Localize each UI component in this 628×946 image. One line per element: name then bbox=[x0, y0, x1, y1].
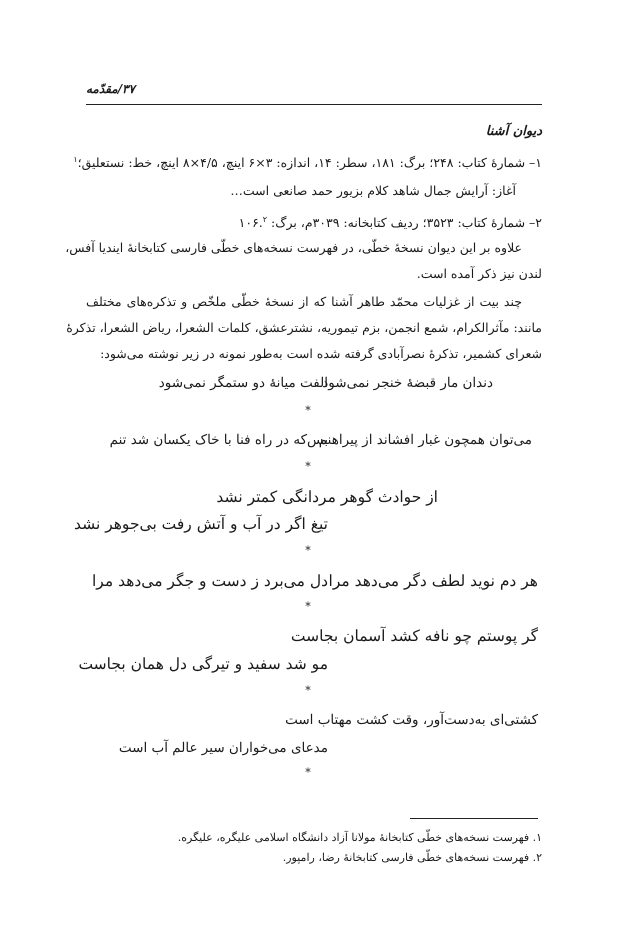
footnote-divider bbox=[410, 818, 538, 819]
footnote-1: ۱. فهرست نسخه‌های خطّی کتابخانۀ مولانا آزاد دانشگاه اسلامی علیگره، علیگره. bbox=[177, 831, 542, 844]
verse-3-hemistich-a: از حوادث گوهر مردانگی کمتر نشد bbox=[216, 488, 438, 506]
verse-4-hemistich-b: دل می‌برد ز دست و جگر می‌دهد مرا bbox=[91, 572, 328, 590]
manuscript-1-entry bbox=[73, 150, 542, 173]
page-number: ۳۷/مقدّمه bbox=[86, 82, 135, 96]
verse-5-hemistich-b: مو شد سفید و تیرگی دل همان بجاست bbox=[78, 655, 328, 673]
running-header bbox=[86, 80, 542, 105]
verse-separator: * bbox=[305, 460, 311, 473]
verse-6-hemistich-b: مدعای می‌خواران سیر عالم آب است bbox=[118, 740, 328, 756]
manuscript-1-incipit: آغاز: آرایش جمال شاهد کلام بزیور حمد صانعی است… bbox=[230, 183, 516, 198]
verse-separator: * bbox=[305, 684, 311, 697]
verse-1-hemistich-a: الفت میانۀ دو ستمگر نمی‌شود bbox=[158, 375, 328, 391]
verse-separator: * bbox=[305, 600, 311, 613]
paragraph-2-line-2: مانند: مآثرالکرام، شمع انجمن، بزم تیموریه، نشترعشق، کلمات الشعرا، ریاض الشعرا، تذکرۀ bbox=[66, 320, 542, 335]
manuscript-2-entry bbox=[86, 210, 542, 233]
verse-2-hemistich-a: بس‌که در راه فنا با خاک یکسان شد تنم bbox=[109, 432, 328, 448]
footnote-ref-1[interactable]: ۱ bbox=[73, 155, 78, 164]
section-title: دیوان آشنا bbox=[485, 124, 542, 139]
paragraph-2-line-1: چند بیت از غزلیات محمّد طاهر آشنا که از نسخۀ خطّی ملخّص و تذکره‌های مختلف bbox=[86, 294, 522, 309]
manuscript-2-line: ۲– شمارۀ کتاب: ۳۵۲۳؛ ردیف کتابخانه: ۳۰۳۹م، برگ: ۱۰۶. bbox=[238, 215, 542, 231]
verse-separator: * bbox=[305, 404, 311, 417]
verse-4-hemistich-a: هر دم نوید لطف دگر می‌دهد مرا bbox=[328, 572, 538, 590]
verse-separator: * bbox=[305, 544, 311, 557]
verse-2-hemistich-b: می‌توان همچون غبار افشاند از پیراهنم bbox=[318, 432, 532, 448]
paragraph-2-line-3: شعرای کشمیر، تذکرۀ نصرآبادی گرفته شده است به‌طور نمونه در زیر نوشته می‌شود: bbox=[100, 346, 542, 361]
paragraph-1-line-1: علاوه بر این دیوان نسخۀ خطّی، در فهرست نسخه‌های خطّی فارسی کتابخانۀ ایندیا آفس، bbox=[65, 240, 522, 255]
verse-1-hemistich-b: دندان مار قبضۀ خنجر نمی‌شود bbox=[322, 375, 493, 391]
verse-5-hemistich-a: گر پوستم چو نافه کشد آسمان بجاست bbox=[290, 627, 538, 645]
paragraph-1-line-2: لندن نیز ذکر آمده است. bbox=[416, 266, 542, 281]
footnote-ref-2[interactable]: ۲ bbox=[262, 215, 268, 224]
footnote-2: ۲. فهرست نسخه‌های خطّی فارسی کتابخانۀ رضا، رامپور. bbox=[282, 851, 542, 864]
verse-6-hemistich-a: کشتی‌ای به‌دست‌آور، وقت کشت مهتاب است bbox=[285, 712, 538, 728]
manuscript-1-line: ۱– شمارۀ کتاب: ۲۴۸؛ برگ: ۱۸۱، سطر: ۱۴، اندازه: ۳×۶ اینچ، ۴/۵×۸ اینچ، خط: نستعلیق؛ bbox=[77, 155, 542, 171]
verse-separator: * bbox=[305, 766, 311, 779]
verse-3-hemistich-b: تیغ اگر در آب و آتش رفت بی‌جوهر نشد bbox=[74, 515, 328, 533]
